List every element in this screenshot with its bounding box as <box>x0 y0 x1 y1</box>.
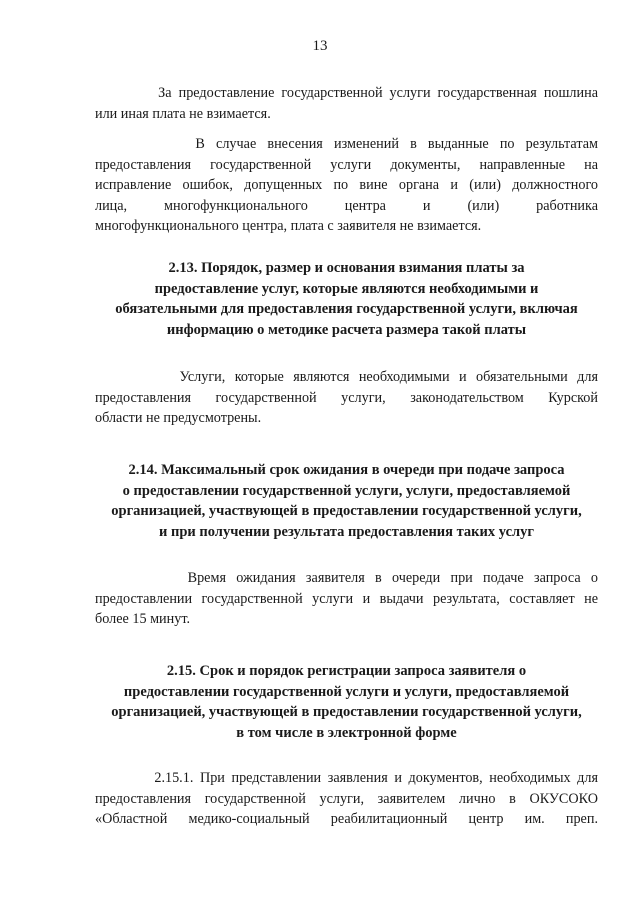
page-number: 13 <box>312 38 328 54</box>
text-line: многофункционального центра, плата с заявителя не взимается. <box>95 218 482 234</box>
heading-line: в том числе в электронной форме <box>236 724 457 741</box>
text-line: Время ожидания заявителя в очереди при подаче запроса о <box>95 570 598 586</box>
text-line: или иная плата не взимается. <box>95 105 271 122</box>
heading-line: 2.14. Максимальный срок ожидания в очереди при подаче запроса <box>128 462 565 478</box>
paragraph-necessary-services <box>95 367 598 429</box>
text-line: «Областной медико-социальный реабилитационный центр им. преп. <box>95 811 598 827</box>
paragraph-2-15-1 <box>95 768 598 830</box>
section-heading-2-13 <box>95 258 598 340</box>
paragraph-waiting-time <box>95 568 598 630</box>
text-line: 2.15.1. При представлении заявления и документов, необходимых для <box>95 770 598 786</box>
heading-line: предоставление услуг, которые являются необходимыми и <box>154 280 539 297</box>
heading-line: организацией, участвующей в предоставлении государственной услуги, <box>111 503 582 519</box>
text-line: лица, многофункционального центра и (или) работника <box>95 197 598 214</box>
heading-line: предоставлении государственной услуги и услуги, предоставляемой <box>123 683 570 700</box>
heading-line: 2.13. Порядок, размер и основания взимания платы за <box>168 260 525 276</box>
paragraph-corrections-fee <box>95 134 598 237</box>
text-line: предоставления государственной услуги документы, направленные на <box>95 156 598 173</box>
heading-line: 2.15. Срок и порядок регистрации запроса заявителя о <box>166 663 527 679</box>
text-line: За предоставление государственной услуги государственная пошлина <box>95 85 598 101</box>
text-line: предоставлении государственной услуги и выдачи результата, составляет не <box>95 590 598 607</box>
heading-line: организацией, участвующей в предоставлении государственной услуги, <box>111 704 582 720</box>
text-line: Услуги, которые являются необходимыми и обязательными для <box>95 369 598 385</box>
heading-line: и при получении результата предоставления таких услуг <box>159 523 534 540</box>
section-heading-2-14 <box>95 460 598 542</box>
text-line: В случае внесения изменений в выданные по результатам <box>95 136 598 152</box>
heading-line: обязательными для предоставления государственной услуги, включая <box>115 301 578 317</box>
text-line: предоставления государственной услуги, законодательством Курской <box>95 389 598 406</box>
heading-line: информацию о методике расчета размера такой платы <box>166 321 527 338</box>
text-line: более 15 минут. <box>95 611 191 627</box>
text-line: предоставления государственной услуги, заявителем лично в ОКУСОКО <box>95 790 598 807</box>
heading-line: о предоставлении государственной услуги, услуги, предоставляемой <box>122 482 571 499</box>
text-line: исправление ошибок, допущенных по вине органа и (или) должностного <box>95 177 598 193</box>
paragraph-fee-not-charged <box>95 83 598 124</box>
section-heading-2-15 <box>95 661 598 743</box>
text-line: области не предусмотрены. <box>95 410 262 426</box>
